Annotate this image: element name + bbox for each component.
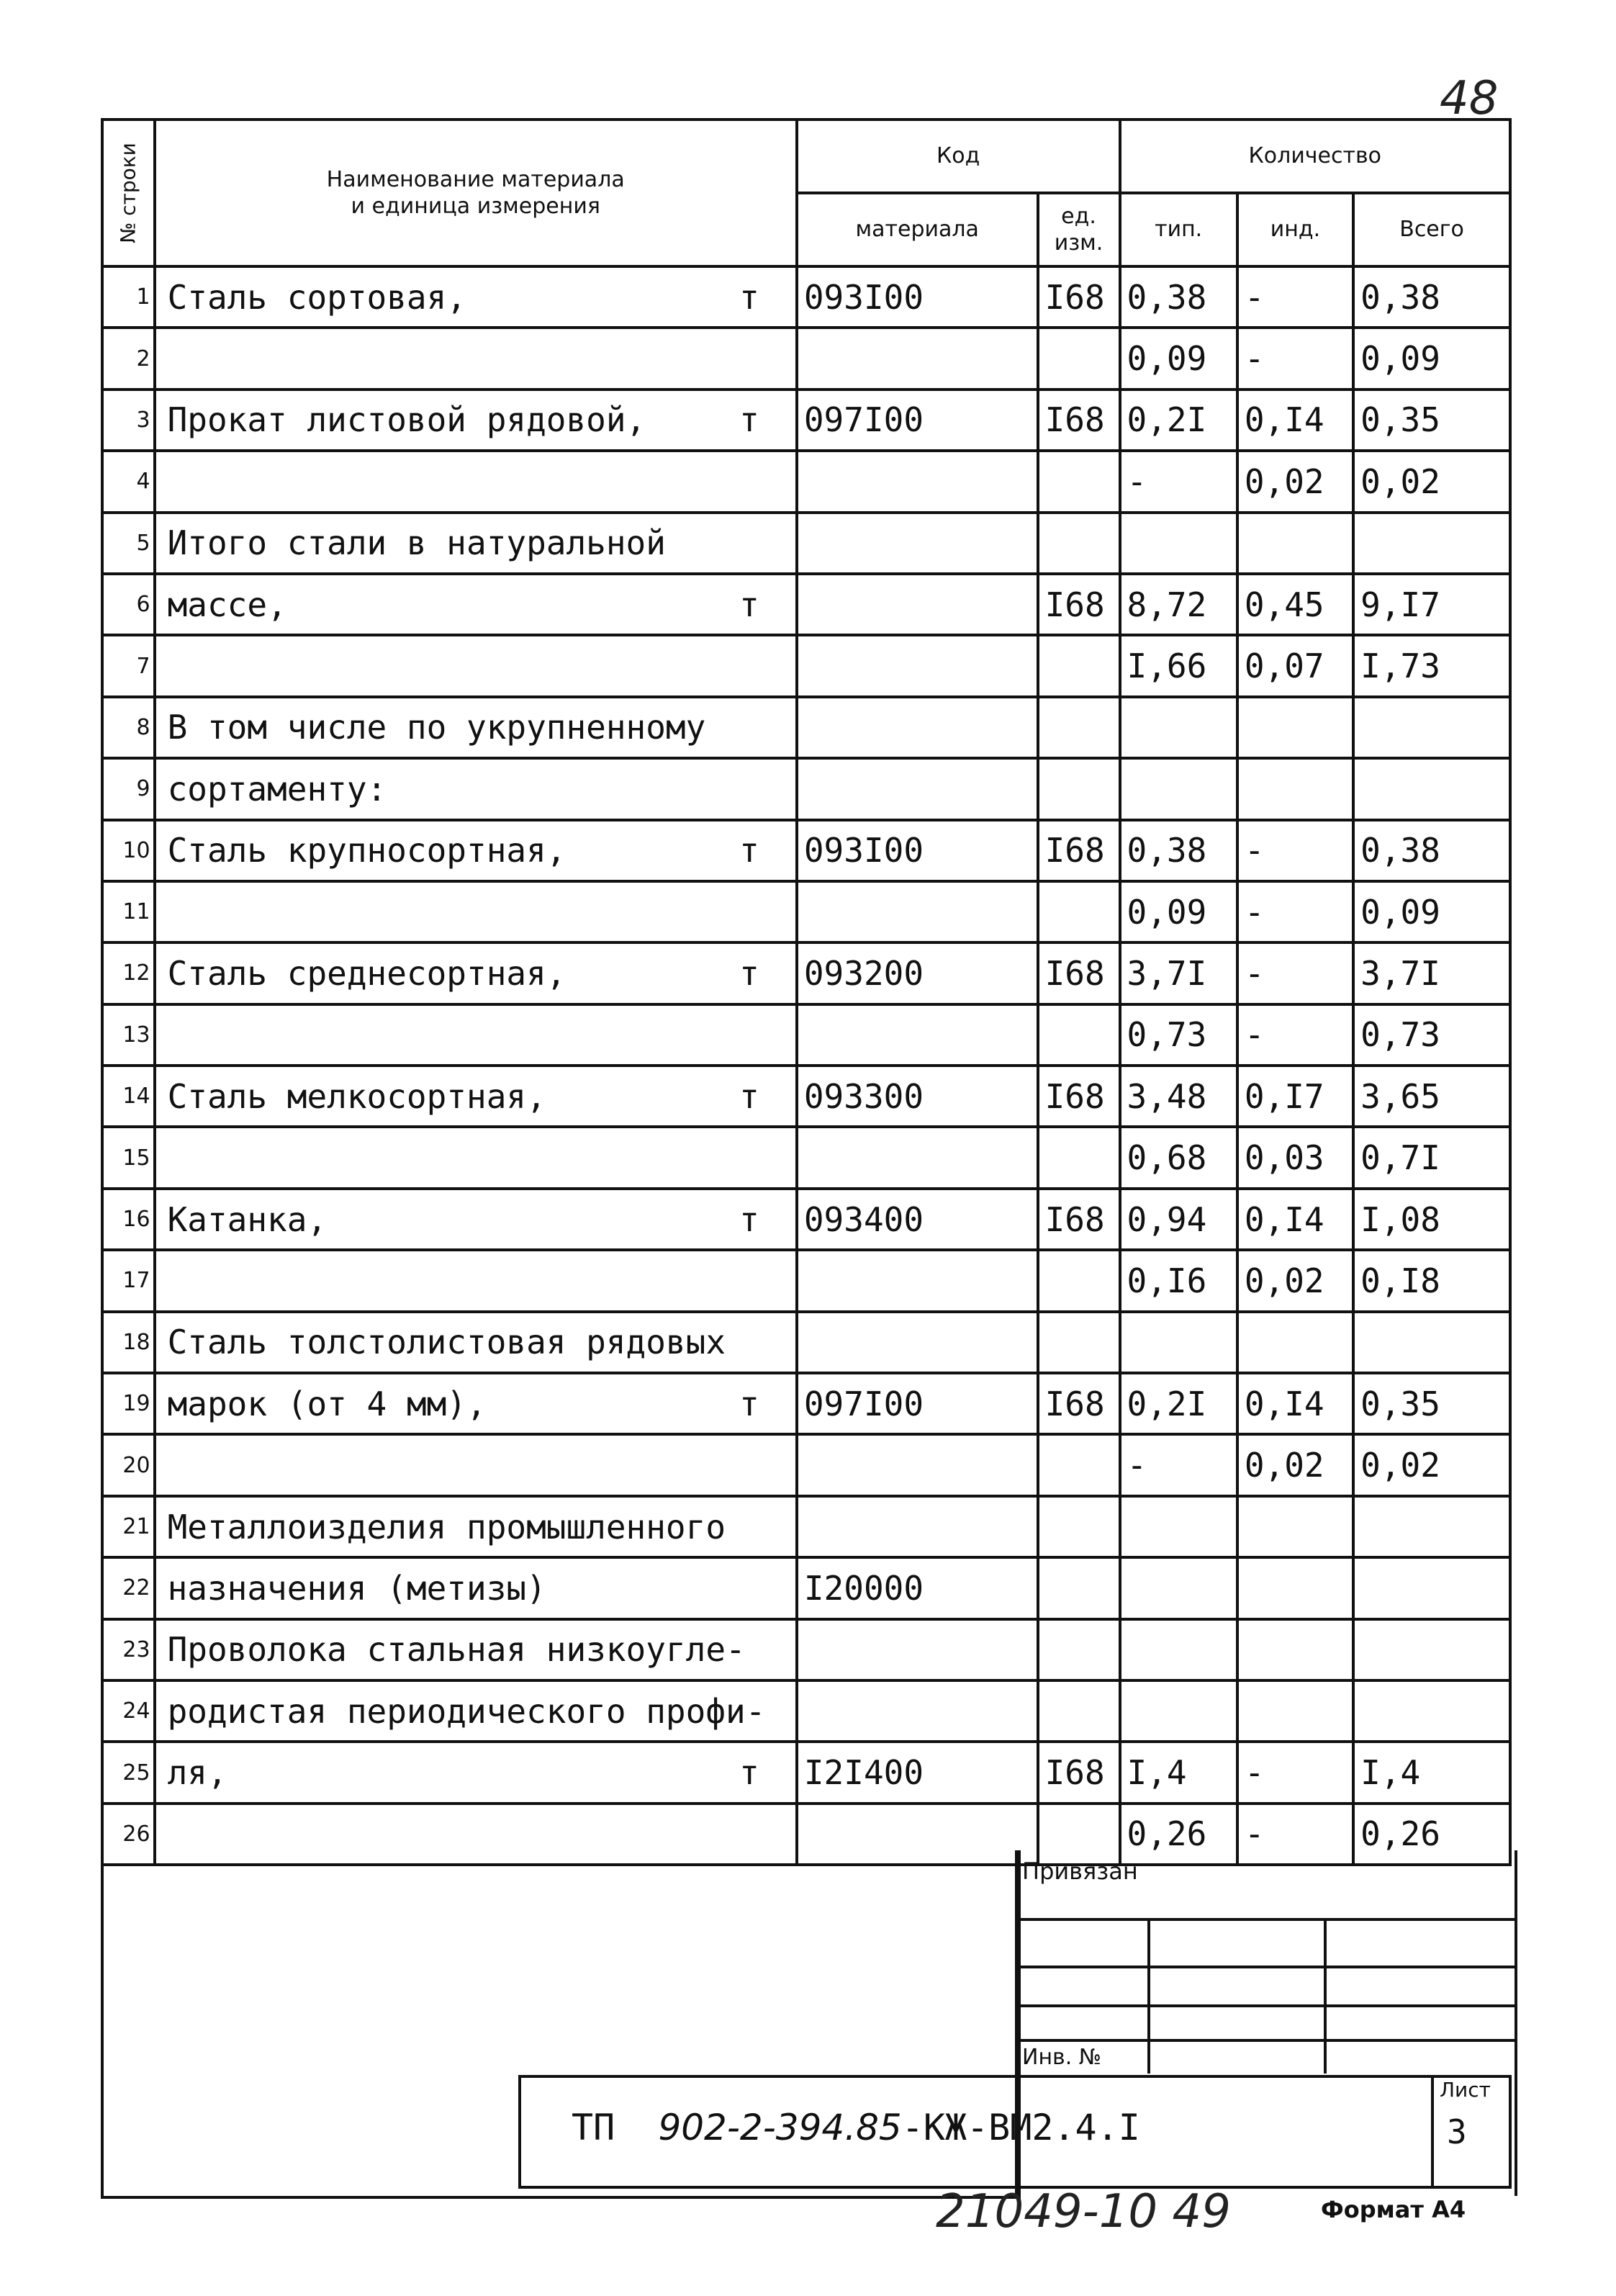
unit-abbrev: т [739,400,759,440]
row-number-cell: 23 [102,1619,155,1680]
row-number-cell: 25 [102,1742,155,1803]
material-name-cell [155,1742,797,1803]
bound-label: Привязан [1022,1858,1138,1885]
stamp-divider [1018,2004,1515,2007]
qty-typ-cell: 0,2I [1120,1373,1237,1434]
qty-total-cell [1353,1496,1510,1557]
qty-ind-cell: - [1237,328,1353,389]
unit-abbrev: т [739,277,759,317]
unit-code-cell [1038,1619,1120,1680]
qty-total-cell: 9,I7 [1353,574,1510,635]
table-row [102,390,1510,451]
material-name-cell [155,1312,797,1373]
material-name-cell [155,942,797,1004]
stamp-divider [1147,1918,1150,2074]
material-name-cell [155,390,797,451]
material-name: Итого стали в натуральной [167,523,666,563]
qty-typ-cell: 0,73 [1120,1004,1237,1066]
table-row [102,1250,1510,1311]
unit-code-cell [1038,1680,1120,1742]
table-row [102,1742,1510,1803]
qty-total-cell: 0,02 [1353,451,1510,512]
table-row [102,1066,1510,1127]
table-row [102,451,1510,512]
material-code-cell [797,1312,1038,1373]
qty-total-cell: 0,09 [1353,881,1510,942]
material-name: Металлоизделия промышленного [167,1507,726,1547]
row-number-cell: 22 [102,1557,155,1619]
qty-typ-cell: 0,38 [1120,266,1237,328]
qty-ind-cell: 0,I7 [1237,1066,1353,1127]
material-code-cell [797,635,1038,696]
material-name-cell [155,1373,797,1434]
table-row [102,820,1510,881]
row-number-cell: 11 [102,881,155,942]
material-code-cell [797,1127,1038,1188]
table-row [102,635,1510,696]
title-block [518,2075,1512,2189]
qty-typ-cell: 3,7I [1120,942,1237,1004]
qty-total-cell [1353,1619,1510,1680]
row-number-cell: 8 [102,697,155,758]
qty-ind-cell [1237,1619,1353,1680]
unit-code-cell [1038,513,1120,574]
row-number-cell: 24 [102,1680,155,1742]
stamp-divider [1018,2039,1515,2042]
material-code-cell [797,1619,1038,1680]
qty-ind-cell: 0,I4 [1237,1189,1353,1250]
row-number-cell: 10 [102,820,155,881]
qty-ind-cell [1237,1680,1353,1742]
unit-code-cell: I68 [1038,266,1120,328]
unit-abbrev: т [739,1753,759,1793]
material-name-cell [155,635,797,696]
qty-typ-cell: - [1120,1434,1237,1495]
qty-total-cell: 3,7I [1353,942,1510,1004]
qty-total-cell: 3,65 [1353,1066,1510,1127]
material-name-cell [155,1127,797,1188]
header-material-name: Наименование материала и единица измерения [155,120,797,266]
qty-typ-cell: 3,48 [1120,1066,1237,1127]
table-row [102,1619,1510,1680]
page-number: 48 [1440,72,1499,125]
qty-typ-cell [1120,697,1237,758]
qty-typ-cell [1120,1680,1237,1742]
row-number-cell: 1 [102,266,155,328]
unit-code-cell [1038,1312,1120,1373]
row-number-cell: 5 [102,513,155,574]
qty-ind-cell [1237,758,1353,819]
material-name-cell [155,451,797,512]
row-number-cell: 17 [102,1250,155,1311]
qty-ind-cell: - [1237,1004,1353,1066]
unit-code-cell [1038,1557,1120,1619]
qty-total-cell: 0,7I [1353,1127,1510,1188]
table-row [102,1127,1510,1188]
qty-total-cell [1353,513,1510,574]
qty-ind-cell: - [1237,820,1353,881]
material-name-cell [155,328,797,389]
unit-abbrev: т [739,1076,759,1116]
material-name-cell [155,574,797,635]
qty-typ-cell: 0,2I [1120,390,1237,451]
row-number-cell: 3 [102,390,155,451]
table-row [102,1004,1510,1066]
qty-typ-cell: 0,94 [1120,1189,1237,1250]
qty-typ-cell: 0,26 [1120,1804,1237,1865]
material-code-cell: 093I00 [797,266,1038,328]
unit-code-cell: I68 [1038,574,1120,635]
material-name: сортаменту: [167,769,387,809]
material-code-cell: 097I00 [797,1373,1038,1434]
material-name-cell [155,881,797,942]
material-code-cell [797,881,1038,942]
qty-total-cell: I,73 [1353,635,1510,696]
header-ind: инд. [1237,193,1353,266]
qty-typ-cell: - [1120,451,1237,512]
material-name: ля, [167,1753,227,1793]
material-code-cell [797,1496,1038,1557]
table-row [102,574,1510,635]
qty-total-cell: 0,35 [1353,390,1510,451]
header-unit: ед. изм. [1038,193,1120,266]
header-material-code: материала [797,193,1038,266]
qty-typ-cell: I,4 [1120,1742,1237,1803]
handwritten-number: 21049-10 49 [936,2185,1231,2238]
qty-total-cell: 0,35 [1353,1373,1510,1434]
material-name: Катанка, [167,1199,328,1239]
qty-typ-cell: I,66 [1120,635,1237,696]
material-name-cell [155,266,797,328]
material-code-cell [797,758,1038,819]
unit-code-cell [1038,758,1120,819]
unit-abbrev: т [739,1199,759,1239]
qty-ind-cell [1237,1496,1353,1557]
stamp-divider [1018,1966,1515,1968]
material-name-cell [155,1189,797,1250]
material-code-cell: 093300 [797,1066,1038,1127]
qty-typ-cell: 0,I6 [1120,1250,1237,1311]
material-code-cell: I2I400 [797,1742,1038,1803]
qty-ind-cell: 0,02 [1237,1250,1353,1311]
sheet-label: Лист [1440,2078,1491,2102]
material-code-cell [797,513,1038,574]
table-row [102,266,1510,328]
qty-total-cell: 0,09 [1353,328,1510,389]
material-code-cell [797,1250,1038,1311]
table-row [102,1189,1510,1250]
table-row [102,1496,1510,1557]
unit-code-cell: I68 [1038,942,1120,1004]
qty-typ-cell [1120,1496,1237,1557]
material-code-cell [797,1004,1038,1066]
qty-ind-cell: 0,I4 [1237,1373,1353,1434]
unit-code-cell [1038,1434,1120,1495]
material-code-cell [797,1434,1038,1495]
qty-total-cell: 0,26 [1353,1804,1510,1865]
material-name-cell [155,1557,797,1619]
qty-ind-cell: 0,07 [1237,635,1353,696]
qty-total-cell [1353,758,1510,819]
row-number-cell: 2 [102,328,155,389]
qty-ind-cell: 0,02 [1237,451,1353,512]
material-name: Сталь среднесортная, [167,953,566,993]
header-row-number: № строки [102,120,155,266]
row-number-cell: 7 [102,635,155,696]
material-name: массе, [167,585,287,624]
material-name-cell [155,1066,797,1127]
specification-table [101,118,1512,1866]
qty-total-cell: 0,I8 [1353,1250,1510,1311]
stamp-divider [1324,1918,1327,2074]
unit-code-cell [1038,1127,1120,1188]
qty-total-cell [1353,697,1510,758]
material-name-cell [155,697,797,758]
row-number-cell: 4 [102,451,155,512]
row-number-cell: 16 [102,1189,155,1250]
qty-total-cell [1353,1557,1510,1619]
unit-code-cell [1038,697,1120,758]
table-row [102,942,1510,1004]
qty-ind-cell [1237,1557,1353,1619]
material-name-cell [155,1004,797,1066]
qty-typ-cell: 0,38 [1120,820,1237,881]
qty-ind-cell [1237,1312,1353,1373]
table-row [102,881,1510,942]
qty-total-cell: I,08 [1353,1189,1510,1250]
qty-ind-cell: - [1237,942,1353,1004]
header-code: Код [797,120,1120,193]
material-code-cell: 093400 [797,1189,1038,1250]
material-name: Сталь сортовая, [167,277,466,317]
sheet-box [1431,2078,1509,2186]
material-code-cell [797,451,1038,512]
qty-ind-cell: 0,45 [1237,574,1353,635]
qty-ind-cell: - [1237,266,1353,328]
sheet-number: 3 [1447,2112,1467,2151]
material-code-cell: I20000 [797,1557,1038,1619]
qty-ind-cell: - [1237,1742,1353,1803]
qty-ind-cell: 0,I4 [1237,390,1353,451]
row-number-cell: 20 [102,1434,155,1495]
qty-ind-cell [1237,697,1353,758]
material-name-cell [155,1680,797,1742]
unit-code-cell [1038,881,1120,942]
material-name: Проволока стальная низкоугле- [167,1630,746,1670]
format-label: Формат А4 [1321,2196,1466,2223]
material-name: Сталь толстолистовая рядовых [167,1323,726,1362]
unit-abbrev: т [739,585,759,624]
qty-typ-cell [1120,513,1237,574]
qty-total-cell: 0,38 [1353,266,1510,328]
qty-total-cell: 0,02 [1353,1434,1510,1495]
header-total: Всего [1353,193,1510,266]
qty-total-cell: I,4 [1353,1742,1510,1803]
material-code-cell [797,574,1038,635]
row-number-cell: 19 [102,1373,155,1434]
qty-ind-cell: 0,02 [1237,1434,1353,1495]
row-number-cell: 13 [102,1004,155,1066]
qty-total-cell [1353,1680,1510,1742]
table-row [102,1557,1510,1619]
material-name-cell [155,513,797,574]
table-row [102,697,1510,758]
table-row [102,1680,1510,1742]
unit-code-cell: I68 [1038,1373,1120,1434]
qty-typ-cell [1120,1312,1237,1373]
table-row [102,1434,1510,1495]
material-name-cell [155,820,797,881]
qty-typ-cell [1120,1619,1237,1680]
unit-code-cell [1038,328,1120,389]
material-name: назначения (метизы) [167,1568,546,1608]
qty-typ-cell: 0,09 [1120,328,1237,389]
material-code-cell [797,1680,1038,1742]
material-name: марок (от 4 мм), [167,1384,487,1423]
unit-code-cell [1038,451,1120,512]
row-number-cell: 6 [102,574,155,635]
row-number-cell: 26 [102,1804,155,1865]
row-number-cell: 12 [102,942,155,1004]
unit-code-cell: I68 [1038,390,1120,451]
table-row [102,1312,1510,1373]
row-number-cell: 15 [102,1127,155,1188]
row-number-cell: 21 [102,1496,155,1557]
material-name: родистая периодического профи- [167,1691,766,1731]
header-quantity: Количество [1120,120,1511,193]
material-name-cell [155,1619,797,1680]
material-name-cell [155,1250,797,1311]
unit-code-cell [1038,635,1120,696]
unit-code-cell [1038,1496,1120,1557]
table-row [102,1373,1510,1434]
table-row [102,513,1510,574]
unit-code-cell: I68 [1038,1742,1120,1803]
material-name: Сталь мелкосортная, [167,1076,546,1116]
row-number-cell: 9 [102,758,155,819]
document-code: ТП 902-2-394.85-КЖ-ВМ2.4.I [572,2107,1140,2148]
table-row [102,328,1510,389]
unit-abbrev: т [739,1384,759,1423]
qty-total-cell [1353,1312,1510,1373]
qty-total-cell: 0,73 [1353,1004,1510,1066]
header-typ: тип. [1120,193,1237,266]
material-code-cell [797,328,1038,389]
unit-code-cell: I68 [1038,1189,1120,1250]
material-code-cell: 093I00 [797,820,1038,881]
qty-typ-cell [1120,758,1237,819]
qty-ind-cell: - [1237,1804,1353,1865]
unit-code-cell [1038,1250,1120,1311]
qty-ind-cell: - [1237,881,1353,942]
material-code-cell: 093200 [797,942,1038,1004]
stamp-divider [1018,1918,1515,1921]
unit-code-cell: I68 [1038,820,1120,881]
material-name-cell [155,1496,797,1557]
qty-ind-cell [1237,513,1353,574]
qty-ind-cell: 0,03 [1237,1127,1353,1188]
material-code-cell: 097I00 [797,390,1038,451]
qty-typ-cell: 8,72 [1120,574,1237,635]
qty-typ-cell: 0,68 [1120,1127,1237,1188]
material-name-cell [155,758,797,819]
unit-code-cell: I68 [1038,1066,1120,1127]
inventory-label: Инв. № [1022,2045,1102,2070]
qty-typ-cell: 0,09 [1120,881,1237,942]
unit-abbrev: т [739,831,759,870]
material-name: В том числе по укрупненному [167,708,706,747]
row-number-cell: 14 [102,1066,155,1127]
unit-abbrev: т [739,953,759,993]
table-row [102,758,1510,819]
row-number-cell: 18 [102,1312,155,1373]
material-name: Сталь крупносортная, [167,831,566,870]
material-name: Прокат листовой рядовой, [167,400,646,440]
material-name-cell [155,1434,797,1495]
material-code-cell [797,697,1038,758]
qty-total-cell: 0,38 [1353,820,1510,881]
unit-code-cell [1038,1004,1120,1066]
qty-typ-cell [1120,1557,1237,1619]
